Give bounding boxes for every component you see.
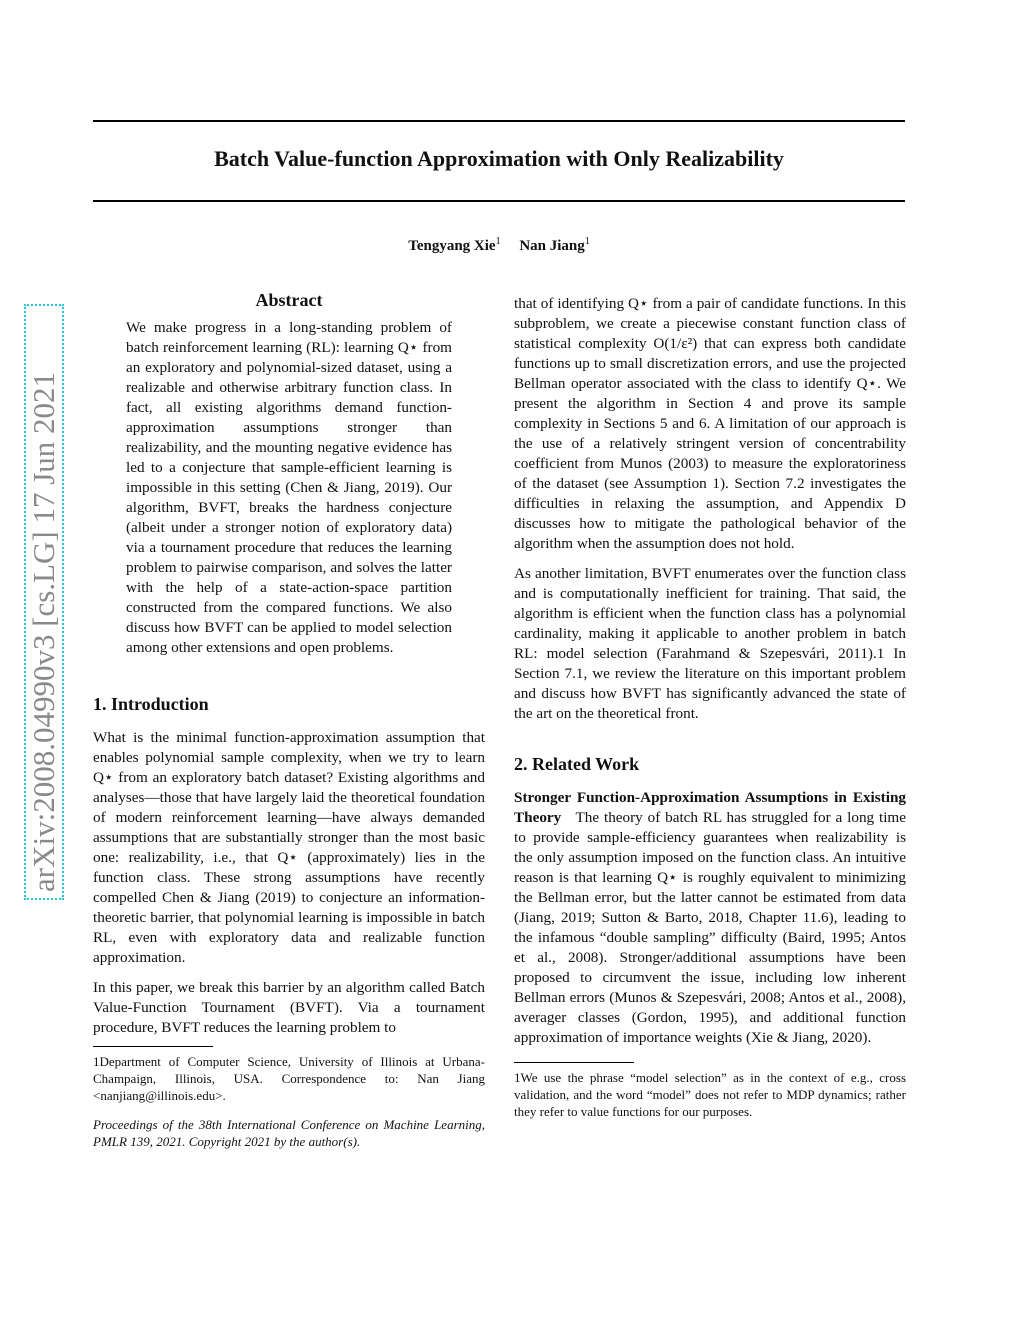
author-affiliation-mark: 1 — [584, 236, 590, 247]
section-heading-related-work: 2. Related Work — [514, 754, 640, 774]
paragraph-lead: Stronger Function-Approximation Assumptions in Existing Theory — [514, 789, 906, 826]
abstract-heading: Abstract — [255, 290, 323, 310]
intro-paragraph: In this paper, we break this barrier by an algorithm called Batch Value-Function Tournament (BVFT). Via a tournament procedure, BVFT reduces the learning problem to — [93, 979, 485, 1036]
footnote-rule — [514, 1062, 634, 1063]
related-work-paragraph — [514, 788, 906, 1048]
author-affiliation-mark: 1 — [495, 236, 501, 247]
paper-title: Batch Value-function Approximation with Only Realizability — [214, 146, 784, 171]
paragraph-body: The theory of batch RL has struggled for a long time to provide sample-efficiency guarantees when realizability is the only assumption imposed on the function class. An intuitive reason is that learning Q⋆ is roughly equivalent to minimizing the Bellman error, but the latter cannot be estimated from data (Jiang, 2019; Sutton & Barto, 2018, Chapter 11.6), leading to the infamous “double sampling” difficulty (Baird, 1995; Antos et al., 2008). Stronger/additional assumptions have been proposed to circumvent the issue, including low inherent Bellman errors (Munos & Szepesvári, 2008; Antos et al., 2008), averager classes (Gordon, 1995), and additional function approximation of importance weights (Xie & Jiang, 2020). — [514, 809, 906, 1046]
author-name: Nan Jiang — [519, 238, 585, 254]
intro-paragraph: What is the minimal function-approximation assumption that enables polynomial sample complexity, when we try to learn Q⋆ from an exploratory batch dataset? Existing algorithms and analyses—those that have largely laid the theoretical foundation of modern reinforcement learning—have always demanded assumptions that are substantially stronger than the most basic one: realizability, i.e., that Q⋆ (approximately) lies in the function class. These strong assumptions have recently compelled Chen & Jiang (2019) to conjecture an information-theoretic barrier, that polynomial learning is impossible in batch RL, even with exploratory data and realizable function approximation. — [93, 729, 485, 966]
title-bottom-rule — [93, 200, 905, 202]
intro-continued-paragraph: As another limitation, BVFT enumerates over the function class and is computationally inefficient for training. That said, the algorithm is efficient when the function class has a polynomial cardinality, making it applicable to another problem in batch RL: model selection (Farahmand & Szepesvári, 2011).1 In Section 7.1, we review the literature on this important problem and discuss how BVFT has significantly advanced the state of the art on the theoretical front. — [514, 565, 906, 722]
author-name: Tengyang Xie — [408, 238, 496, 254]
section-heading-introduction: 1. Introduction — [93, 694, 209, 714]
intro-continued-paragraph: that of identifying Q⋆ from a pair of candidate functions. In this subproblem, we create a piecewise constant function class of statistical complexity O(1/ε²) that can express both candidate functions up to small discretization errors, and use the projected Bellman operator associated with the class to identify Q⋆. We present the algorithm in Section 4 and prove its sample complexity in Sections 5 and 6. A limitation of our approach is the use of a relatively stringent version of concentrability coefficient from Munos (2003) to measure the exploratoriness of the dataset (see Assumption 1). Section 7.2 investigates the difficulties in relaxing the assumption, and Appendix D discusses how to mitigate the pathological behavior of the algorithm when the assumption does not hold. — [514, 295, 906, 552]
author-list — [93, 236, 905, 255]
title-top-rule — [93, 120, 905, 122]
footnote-rule — [93, 1046, 213, 1047]
affiliation-footnote: 1Department of Computer Science, University of Illinois at Urbana-Champaign, Illinois, USA. Correspondence to: Nan Jiang <nanjiang@illinois.edu>. — [93, 1054, 485, 1103]
model-selection-footnote: 1We use the phrase “model selection” as in the context of e.g., cross validation, and the word “model” does not refer to MDP dynamics; rather they refer to value functions for our purposes. — [514, 1070, 906, 1119]
arxiv-identifier: arXiv:2008.04990v3 [cs.LG] 17 Jun 2021 — [24, 304, 64, 900]
abstract-text: We make progress in a long-standing problem of batch reinforcement learning (RL): learning Q⋆ from an exploratory and polynomial-sized dataset, using a realizable and otherwise arbitrary function class. In fact, all existing algorithms demand function-approximation assumptions stronger than realizability, and the mounting negative evidence has led to a conjecture that sample-efficient learning is impossible in this setting (Chen & Jiang, 2019). Our algorithm, BVFT, breaks the hardness conjecture (albeit under a stronger notion of exploratory data) via a tournament procedure that reduces the learning problem to pairwise comparison, and solves the latter with the help of a state-action-space partition constructed from the compared functions. We also discuss how BVFT can be applied to model selection among other extensions and open problems. — [126, 319, 452, 656]
right-column — [514, 294, 906, 1120]
left-column — [93, 290, 485, 1150]
proceedings-note: Proceedings of the 38th International Conference on Machine Learning, PMLR 139, 2021. Copyright 2021 by the author(s). — [93, 1117, 485, 1149]
